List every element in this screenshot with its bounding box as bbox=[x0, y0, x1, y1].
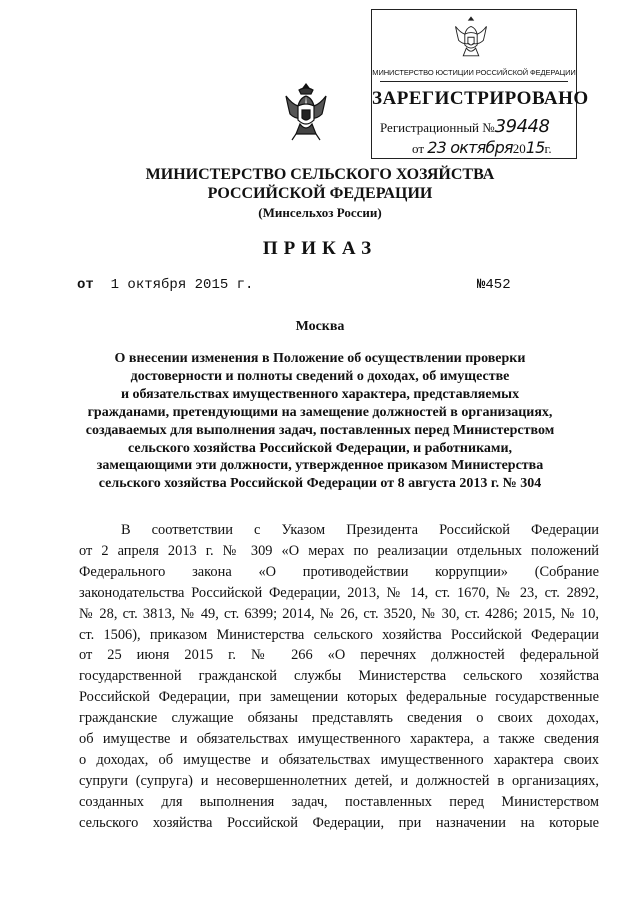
stamp-ministry-name: МИНИСТЕРСТВО ЮСТИЦИИ РОССИЙСКОЙ ФЕДЕРАЦИИ bbox=[372, 68, 576, 77]
body-line: созданных для выполнения задач, поставленных перед Министерством bbox=[79, 793, 599, 810]
order-number-line bbox=[477, 277, 511, 293]
ministry-name-line1: МИНИСТЕРСТВО СЕЛЬСКОГО ХОЗЯЙСТВА bbox=[145, 166, 495, 183]
stamp-reg-number: 39448 bbox=[494, 116, 550, 137]
stamp-divider bbox=[380, 81, 568, 82]
body-line: об имуществе и обязательствах имущественного характера, а также сведения bbox=[79, 731, 599, 748]
subject-line: замещающими эти должности, утвержденное приказом Министерства bbox=[96, 458, 544, 474]
order-date: 1 октября 2015 г. bbox=[110, 277, 254, 293]
order-title: ПРИКАЗ bbox=[262, 238, 378, 259]
subject-line: сельского хозяйства Российской Федерации, и работниками, bbox=[127, 440, 513, 456]
order-city: Москва bbox=[295, 319, 345, 334]
stamp-date-value: 23 октября bbox=[427, 138, 513, 157]
stamp-year-prefix: 20 bbox=[512, 141, 526, 156]
body-line: государственной гражданской службы Министерства сельского хозяйства bbox=[79, 668, 599, 685]
body-line: Федерального закона «О противодействии коррупции» (Собрание bbox=[79, 563, 599, 580]
stamp-registered-label: ЗАРЕГИСТРИРОВАНО bbox=[372, 88, 589, 109]
order-number-label: № bbox=[477, 277, 486, 293]
subject-line: О внесении изменения в Положение об осуществлении проверки bbox=[114, 351, 526, 366]
order-body-paragraph bbox=[79, 520, 599, 834]
body-line: о доходах, об имуществе и обязательствах имущественного характера своих bbox=[79, 751, 599, 768]
body-line: № 28, ст. 3813, № 49, ст. 6399; 2014, № 26, ст. 3520, № 30, ст. 4286; 2015, № 10, bbox=[79, 605, 599, 622]
coat-of-arms-icon bbox=[282, 80, 330, 142]
stamp-year-value: 15 bbox=[525, 138, 545, 157]
subject-line: и обязательствах имущественного характера, представляемых bbox=[120, 386, 520, 402]
body-line: В соответствии с Указом Президента Российской Федерации bbox=[121, 522, 599, 538]
ministry-name-line2: РОССИЙСКОЙ ФЕДЕРАЦИИ bbox=[207, 185, 433, 202]
stamp-reg-label: Регистрационный № bbox=[380, 120, 495, 135]
ministry-short-name: (Минсельхоз России) bbox=[258, 205, 382, 220]
order-subject bbox=[0, 350, 640, 493]
subject-line: сельского хозяйства Российской Федерации от 8 августа 2013 г. № 304 bbox=[98, 476, 542, 492]
body-line: гражданские служащие обязаны представлять сведения о своих доходах, bbox=[79, 710, 599, 727]
order-number: 452 bbox=[485, 277, 511, 293]
stamp-date-prefix: от bbox=[412, 141, 425, 156]
subject-line: достоверности и полноты сведений о доходах, об имуществе bbox=[130, 368, 510, 384]
body-line: законодательства Российской Федерации, 2013, № 14, ст. 1670, № 23, ст. 2892, bbox=[79, 584, 599, 601]
body-line: от 25 июня 2015 г. № 266 «О перечнях должностей федеральной bbox=[79, 647, 599, 664]
body-line: супруги (супруга) и несовершеннолетних детей, и должностей в организациях, bbox=[79, 772, 599, 789]
body-line: от 2 апреля 2013 г. № 309 «О мерах по реализации отдельных положений bbox=[79, 542, 599, 559]
body-line: ст. 1506), приказом Министерства сельского хозяйства Российской Федерации bbox=[79, 626, 599, 643]
order-date-prefix: от bbox=[77, 277, 94, 293]
stamp-date-line bbox=[412, 138, 552, 157]
stamp-registration-line bbox=[380, 116, 549, 137]
stamp-coat-of-arms-icon bbox=[452, 14, 490, 62]
subject-line: гражданами, претендующими на замещение должностей в организациях, bbox=[87, 404, 553, 420]
order-date-line bbox=[77, 277, 253, 293]
stamp-year-suffix: г. bbox=[544, 141, 552, 156]
subject-line: создаваемых для выполнения задач, поставленных перед Министерством bbox=[85, 422, 555, 438]
body-line: Российской Федерации, при замещении которых федеральные государственные bbox=[79, 689, 599, 706]
body-line: сельского хозяйства Российской Федерации, при назначении на которые bbox=[79, 814, 599, 831]
